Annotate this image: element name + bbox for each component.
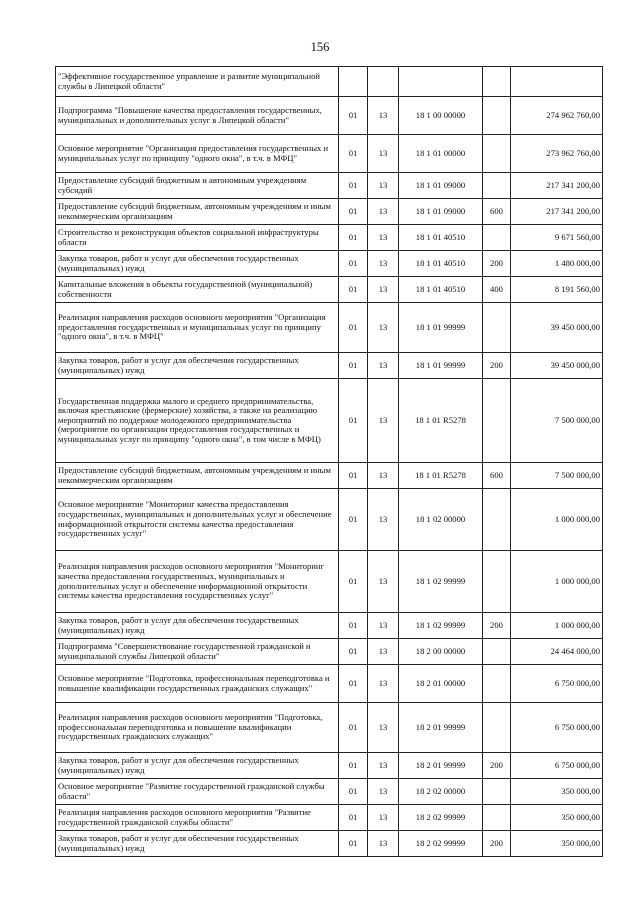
row-target-code: 18 1 01 R5278 <box>399 463 483 489</box>
table-row <box>56 665 603 703</box>
row-name: Основное мероприятие "Подготовка, профессиональная переподготовка и повышение квалификации государственных гражданских служащих" <box>56 665 339 703</box>
row-subsection: 13 <box>368 463 399 489</box>
row-amount: 273 962 760,00 <box>511 135 603 173</box>
row-expense-type <box>483 639 511 665</box>
row-name: Основное мероприятие "Мониторинг качества предоставления государственных, муниципальных и дополнительных услуг и обеспечение информационной открытости системы качества предоставления государственных услуг" <box>56 489 339 551</box>
table-row <box>56 463 603 489</box>
row-subsection: 13 <box>368 489 399 551</box>
row-target-code: 18 2 02 99999 <box>399 831 483 857</box>
row-subsection: 13 <box>368 551 399 613</box>
table-row <box>56 613 603 639</box>
row-expense-type <box>483 379 511 463</box>
row-name: Основное мероприятие "Организация предоставления государственных и муниципальных услуг по принципу "одного окна", в т.ч. в МФЦ" <box>56 135 339 173</box>
row-amount: 24 464 000,00 <box>511 639 603 665</box>
row-subsection: 13 <box>368 199 399 225</box>
row-expense-type <box>483 665 511 703</box>
row-name: Предоставление субсидий бюджетным и автономным учреждениям субсидий <box>56 173 339 199</box>
row-section: 01 <box>339 379 368 463</box>
row-expense-type: 200 <box>483 353 511 379</box>
row-amount: 217 341 200,00 <box>511 173 603 199</box>
row-amount: 8 191 560,00 <box>511 277 603 303</box>
table-row <box>56 97 603 135</box>
table-row <box>56 173 603 199</box>
row-amount <box>511 67 603 97</box>
table-row <box>56 67 603 97</box>
row-amount: 6 750 000,00 <box>511 665 603 703</box>
row-amount: 7 500 000,00 <box>511 379 603 463</box>
row-subsection: 13 <box>368 379 399 463</box>
row-name: Реализация направления расходов основного мероприятия "Организация предоставления государственных и муниципальных услуг по принципу "одного окна", в т.ч. в МФЦ" <box>56 303 339 353</box>
table-row <box>56 251 603 277</box>
row-amount: 274 962 760,00 <box>511 97 603 135</box>
table-row <box>56 135 603 173</box>
row-section: 01 <box>339 639 368 665</box>
row-name: Закупка товаров, работ и услуг для обеспечения государственных (муниципальных) нужд <box>56 753 339 779</box>
row-amount: 9 671 560,00 <box>511 225 603 251</box>
row-subsection: 13 <box>368 173 399 199</box>
row-expense-type <box>483 67 511 97</box>
row-subsection: 13 <box>368 613 399 639</box>
row-name: Государственная поддержка малого и среднего предпринимательства, включая крестьянские (фермерские) хозяйства, а также на реализацию мероприятий по поддержке молодежного предпринимательства (мероприятие по организации предоставления государственных и муниципальных услуг по принципу "одного окна", в том числе в МФЦ) <box>56 379 339 463</box>
row-name: Предоставление субсидий бюджетным, автономным учреждениям и иным некоммерческим организациям <box>56 199 339 225</box>
row-name: Подпрограмма "Совершенствование государственной гражданской и муниципальной службы Липецкой области" <box>56 639 339 665</box>
page-number: 156 <box>310 40 330 54</box>
row-expense-type: 200 <box>483 753 511 779</box>
row-section: 01 <box>339 805 368 831</box>
row-subsection: 13 <box>368 665 399 703</box>
row-expense-type <box>483 779 511 805</box>
row-subsection: 13 <box>368 97 399 135</box>
row-section: 01 <box>339 665 368 703</box>
row-target-code: 18 1 01 00000 <box>399 135 483 173</box>
row-target-code: 18 2 01 99999 <box>399 753 483 779</box>
table-row <box>56 551 603 613</box>
row-expense-type <box>483 489 511 551</box>
row-target-code: 18 1 02 99999 <box>399 613 483 639</box>
row-name: Закупка товаров, работ и услуг для обеспечения государственных (муниципальных) нужд <box>56 353 339 379</box>
row-section: 01 <box>339 173 368 199</box>
table-row <box>56 753 603 779</box>
table-row <box>56 353 603 379</box>
row-subsection <box>368 67 399 97</box>
row-subsection: 13 <box>368 639 399 665</box>
row-section: 01 <box>339 199 368 225</box>
row-expense-type <box>483 135 511 173</box>
row-expense-type <box>483 173 511 199</box>
row-subsection: 13 <box>368 303 399 353</box>
table-row <box>56 831 603 857</box>
row-amount: 39 450 000,00 <box>511 353 603 379</box>
table-row <box>56 379 603 463</box>
row-amount: 350 000,00 <box>511 779 603 805</box>
row-subsection: 13 <box>368 831 399 857</box>
row-subsection: 13 <box>368 753 399 779</box>
row-subsection: 13 <box>368 251 399 277</box>
row-target-code: 18 1 02 99999 <box>399 551 483 613</box>
row-section: 01 <box>339 225 368 251</box>
row-name: Капитальные вложения в объекты государственной (муниципальной) собственности <box>56 277 339 303</box>
row-expense-type: 400 <box>483 277 511 303</box>
row-name: Закупка товаров, работ и услуг для обеспечения государственных (муниципальных) нужд <box>56 613 339 639</box>
row-section: 01 <box>339 753 368 779</box>
row-amount: 1 000 000,00 <box>511 489 603 551</box>
table-row <box>56 199 603 225</box>
table-row <box>56 277 603 303</box>
row-name: "Эффективное государственное управление и развитие муниципальной службы в Липецкой области" <box>56 67 339 97</box>
row-section: 01 <box>339 277 368 303</box>
row-name: Основное мероприятие "Развитие государственной гражданской службы области" <box>56 779 339 805</box>
row-subsection: 13 <box>368 805 399 831</box>
row-amount: 7 500 000,00 <box>511 463 603 489</box>
budget-table <box>55 66 603 857</box>
row-section: 01 <box>339 779 368 805</box>
row-target-code: 18 1 01 40510 <box>399 225 483 251</box>
row-section: 01 <box>339 489 368 551</box>
row-section <box>339 67 368 97</box>
row-expense-type <box>483 225 511 251</box>
table-body <box>56 67 603 857</box>
row-section: 01 <box>339 551 368 613</box>
row-section: 01 <box>339 97 368 135</box>
row-amount: 6 750 000,00 <box>511 753 603 779</box>
row-name: Закупка товаров, работ и услуг для обеспечения государственных (муниципальных) нужд <box>56 831 339 857</box>
row-amount: 350 000,00 <box>511 831 603 857</box>
row-expense-type <box>483 551 511 613</box>
row-amount: 1 000 000,00 <box>511 613 603 639</box>
row-section: 01 <box>339 831 368 857</box>
row-name: Предоставление субсидий бюджетным, автономным учреждениям и иным некоммерческим организациям <box>56 463 339 489</box>
row-target-code: 18 2 02 00000 <box>399 779 483 805</box>
row-target-code: 18 1 01 99999 <box>399 303 483 353</box>
row-target-code: 18 1 01 40510 <box>399 251 483 277</box>
row-amount: 1 000 000,00 <box>511 551 603 613</box>
row-expense-type: 200 <box>483 251 511 277</box>
row-subsection: 13 <box>368 225 399 251</box>
row-target-code: 18 1 01 09000 <box>399 173 483 199</box>
row-name: Закупка товаров, работ и услуг для обеспечения государственных (муниципальных) нужд <box>56 251 339 277</box>
table-row <box>56 779 603 805</box>
table-row <box>56 703 603 753</box>
row-expense-type <box>483 703 511 753</box>
row-name: Подпрограмма "Повышение качества предоставления государственных, муниципальных и дополнительных услуг в Липецкой области" <box>56 97 339 135</box>
row-expense-type: 200 <box>483 613 511 639</box>
row-expense-type: 600 <box>483 199 511 225</box>
row-target-code: 18 1 00 00000 <box>399 97 483 135</box>
row-section: 01 <box>339 703 368 753</box>
table-row <box>56 639 603 665</box>
row-subsection: 13 <box>368 135 399 173</box>
table-row <box>56 225 603 251</box>
row-name: Реализация направления расходов основного мероприятия "Развитие государственной гражданской службы области" <box>56 805 339 831</box>
row-target-code: 18 2 02 99999 <box>399 805 483 831</box>
row-expense-type <box>483 303 511 353</box>
row-subsection: 13 <box>368 277 399 303</box>
row-section: 01 <box>339 135 368 173</box>
row-subsection: 13 <box>368 779 399 805</box>
row-target-code: 18 1 01 09000 <box>399 199 483 225</box>
row-section: 01 <box>339 613 368 639</box>
row-name: Реализация направления расходов основного мероприятия "Мониторинг качества предоставления государственных, муниципальных и дополнительных услуг и обеспечение информационной открытости системы качества предоставления государственных услуг" <box>56 551 339 613</box>
row-name: Реализация направления расходов основного мероприятия "Подготовка, профессиональная переподготовка и повышение квалификации государственных гражданских служащих" <box>56 703 339 753</box>
row-expense-type: 200 <box>483 831 511 857</box>
row-section: 01 <box>339 303 368 353</box>
row-amount: 350 000,00 <box>511 805 603 831</box>
row-target-code: 18 1 01 99999 <box>399 353 483 379</box>
row-target-code: 18 2 01 99999 <box>399 703 483 753</box>
row-amount: 1 480 000,00 <box>511 251 603 277</box>
row-target-code: 18 1 01 R5278 <box>399 379 483 463</box>
row-amount: 217 341 200,00 <box>511 199 603 225</box>
table-row <box>56 303 603 353</box>
row-amount: 39 450 000,00 <box>511 303 603 353</box>
row-expense-type <box>483 97 511 135</box>
row-target-code: 18 2 01 00000 <box>399 665 483 703</box>
row-section: 01 <box>339 251 368 277</box>
row-subsection: 13 <box>368 353 399 379</box>
row-section: 01 <box>339 353 368 379</box>
row-name: Строительство и реконструкция объектов социальной инфраструктуры области <box>56 225 339 251</box>
row-expense-type <box>483 805 511 831</box>
row-target-code: 18 2 00 00000 <box>399 639 483 665</box>
table-row <box>56 805 603 831</box>
row-section: 01 <box>339 463 368 489</box>
row-target-code: 18 1 02 00000 <box>399 489 483 551</box>
row-target-code: 18 1 01 40510 <box>399 277 483 303</box>
row-expense-type: 600 <box>483 463 511 489</box>
row-target-code <box>399 67 483 97</box>
table-row <box>56 489 603 551</box>
row-amount: 6 750 000,00 <box>511 703 603 753</box>
row-subsection: 13 <box>368 703 399 753</box>
